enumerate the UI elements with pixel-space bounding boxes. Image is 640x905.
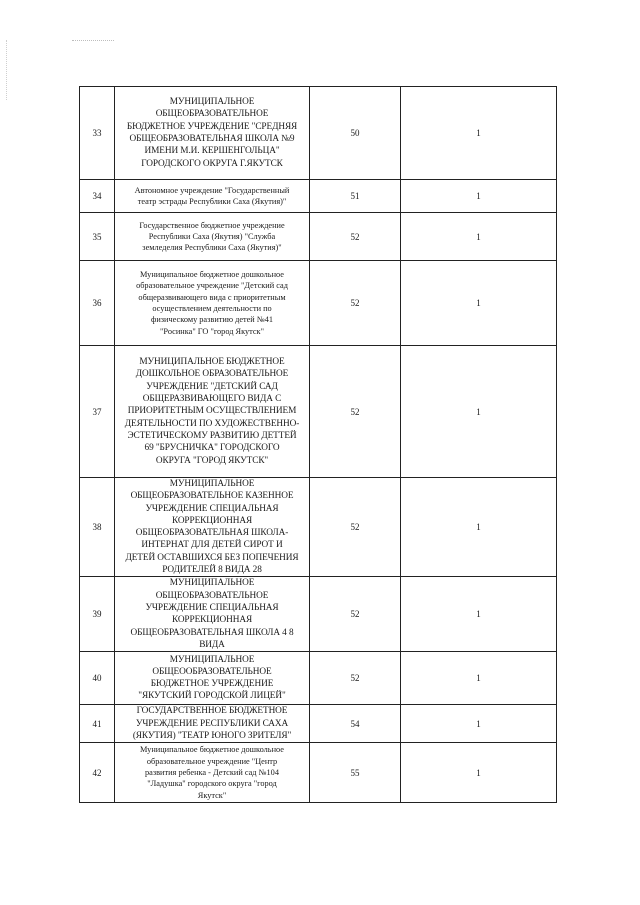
organization-name: ГОСУДАРСТВЕННОЕ БЮДЖЕТНОЕ УЧРЕЖДЕНИЕ РЕСПУБЛИКИ САХА (ЯКУТИЯ) "ТЕАТР ЮНОГО ЗРИТЕЛЯ" xyxy=(115,705,310,743)
row-number: 42 xyxy=(80,743,115,803)
table-row xyxy=(80,705,557,743)
table-row xyxy=(80,87,557,180)
organization-name: МУНИЦИПАЛЬНОЕ ОБЩЕОБРАЗОВАТЕЛЬНОЕ КАЗЕННОЕ УЧРЕЖДЕНИЕ СПЕЦИАЛЬНАЯ КОРРЕКЦИОННАЯ ОБЩЕОБРАЗОВАТЕЛЬНАЯ ШКОЛА- ИНТЕРНАТ ДЛЯ ДЕТЕЙ СИРОТ И ДЕТЕЙ ОСТАВШИХСЯ БЕЗ ПОПЕЧЕНИЯ РОДИТЕЛЕЙ 8 ВИДА 28 xyxy=(115,478,310,577)
scan-header-mark xyxy=(72,40,114,41)
table-row xyxy=(80,180,557,213)
row-number: 37 xyxy=(80,346,115,478)
organization-name: Автономное учреждение "Государственный театр эстрады Республики Саха (Якутия)" xyxy=(115,180,310,213)
row-code: 52 xyxy=(310,213,401,261)
row-quantity: 1 xyxy=(401,213,557,261)
row-quantity: 1 xyxy=(401,261,557,346)
row-quantity: 1 xyxy=(401,743,557,803)
organization-name: МУНИЦИПАЛЬНОЕ БЮДЖЕТНОЕ ДОШКОЛЬНОЕ ОБРАЗОВАТЕЛЬНОЕ УЧРЕЖДЕНИЕ "ДЕТСКИЙ САД ОБЩЕРАЗВИВАЮЩЕГО ВИДА С ПРИОРИТЕТНЫМ ОСУЩЕСТВЛЕНИЕМ ДЕЯТЕЛЬНОСТИ ПО ХУДОЖЕСТВЕННО- ЭСТЕТИЧЕСКОМУ РАЗВИТИЮ ДЕТТЕЙ 69 "БРУСНИЧКА" ГОРОДСКОГО ОКРУГА "ГОРОД ЯКУТСК" xyxy=(115,346,310,478)
scan-margin-marks xyxy=(6,40,11,100)
row-code: 52 xyxy=(310,261,401,346)
row-quantity: 1 xyxy=(401,577,557,652)
row-number: 36 xyxy=(80,261,115,346)
row-quantity: 1 xyxy=(401,478,557,577)
row-code: 50 xyxy=(310,87,401,180)
organization-name: Муниципальное бюджетное дошкольное образовательное учреждение "Детский сад общеразвивающего вида с приоритетным осуществлением деятельности по физическому развитию детей №41 "Росинка" ГО "город Якутск" xyxy=(115,261,310,346)
table-row xyxy=(80,346,557,478)
row-quantity: 1 xyxy=(401,705,557,743)
organization-name: Муниципальное бюджетное дошкольное образовательное учреждение "Центр развития ребенка - Детский сад №104 "Ладушка" городского округа "город Якутск" xyxy=(115,743,310,803)
table-row xyxy=(80,213,557,261)
organization-name: МУНИЦИПАЛЬНОЕ ОБЩЕОБРАЗОВАТЕЛЬНОЕ УЧРЕЖДЕНИЕ СПЕЦИАЛЬНАЯ КОРРЕКЦИОННАЯ ОБЩЕОБРАЗОВАТЕЛЬНАЯ ШКОЛА 4 8 ВИДА xyxy=(115,577,310,652)
row-number: 35 xyxy=(80,213,115,261)
row-quantity: 1 xyxy=(401,652,557,705)
row-code: 54 xyxy=(310,705,401,743)
row-code: 55 xyxy=(310,743,401,803)
table-row xyxy=(80,261,557,346)
row-quantity: 1 xyxy=(401,180,557,213)
row-number: 34 xyxy=(80,180,115,213)
row-number: 33 xyxy=(80,87,115,180)
table-row xyxy=(80,652,557,705)
row-number: 39 xyxy=(80,577,115,652)
row-number: 40 xyxy=(80,652,115,705)
row-number: 41 xyxy=(80,705,115,743)
row-code: 51 xyxy=(310,180,401,213)
table-row xyxy=(80,577,557,652)
row-number: 38 xyxy=(80,478,115,577)
organization-name: МУНИЦИПАЛЬНОЕ ОБЩЕОБРАЗОВАТЕЛЬНОЕ БЮДЖЕТНОЕ УЧРЕЖДЕНИЕ "СРЕДНЯЯ ОБЩЕОБРАЗОВАТЕЛЬНАЯ ШКОЛА №9 ИМЕНИ М.И. КЕРШЕНГОЛЬЦА" ГОРОДСКОГО ОКРУГА Г.ЯКУТСК xyxy=(115,87,310,180)
organization-name: МУНИЦИПАЛЬНОЕ ОБЩЕООБРАЗОВАТЕЛЬНОЕ БЮДЖЕТНОЕ УЧРЕЖДЕНИЕ "ЯКУТСКИЙ ГОРОДСКОЙ ЛИЦЕЙ" xyxy=(115,652,310,705)
organization-name: Государственное бюджетное учреждение Республики Саха (Якутия) "Служба земледелия Республики Саха (Якутия)" xyxy=(115,213,310,261)
organizations-table xyxy=(79,86,557,803)
row-code: 52 xyxy=(310,346,401,478)
table-row xyxy=(80,478,557,577)
row-code: 52 xyxy=(310,478,401,577)
row-quantity: 1 xyxy=(401,87,557,180)
row-code: 52 xyxy=(310,577,401,652)
table-row xyxy=(80,743,557,803)
row-code: 52 xyxy=(310,652,401,705)
row-quantity: 1 xyxy=(401,346,557,478)
